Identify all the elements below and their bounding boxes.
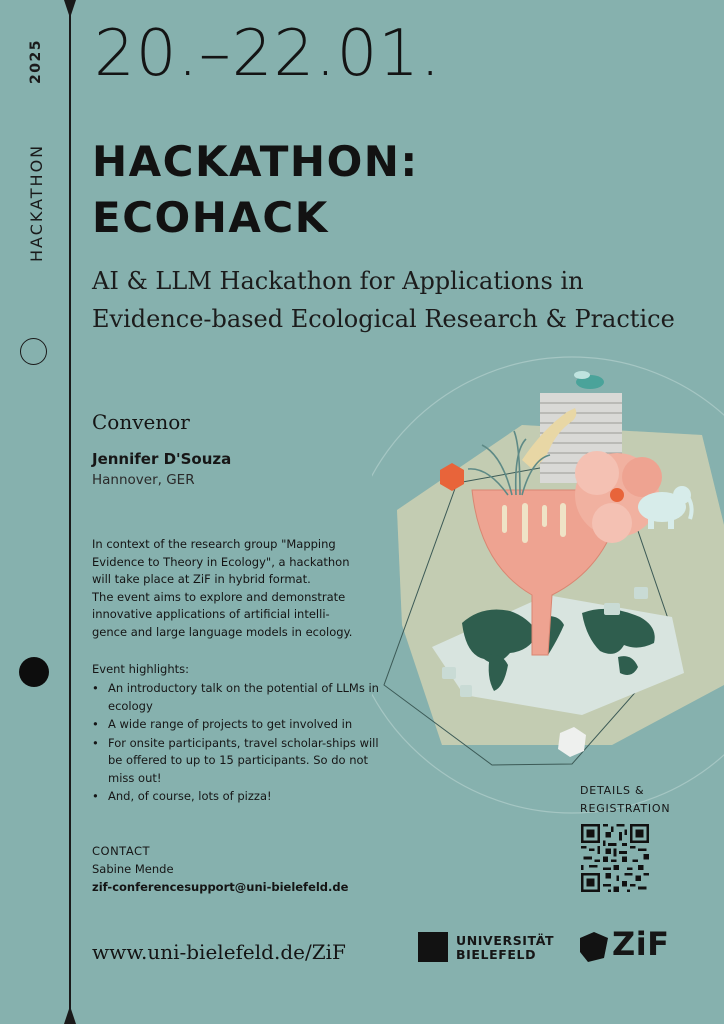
rail-top-marker (64, 0, 76, 18)
description-line: The event aims to explore and demonstrate (92, 589, 346, 604)
convenor-heading: Convenor (92, 410, 190, 434)
rail-title: HACKATHON (27, 143, 46, 262)
description-line: will take place at ZiF in hybrid format. (92, 572, 311, 586)
contact-email-link[interactable]: zif-conferencesupport@uni-bielefeld.de (92, 880, 349, 894)
highlights-list (92, 680, 382, 807)
title-line-2: ECOHACK (92, 193, 329, 242)
convenor-name: Jennifer D'Souza (92, 450, 232, 468)
contact-heading: CONTACT (92, 844, 151, 858)
uni-line-1: UNIVERSITÄT (456, 933, 555, 948)
title-line-1: HACKATHON: (92, 137, 419, 186)
list-item: • And, of course, lots of pizza! (92, 788, 382, 806)
details-line-2: REGISTRATION (580, 802, 671, 815)
list-item: • An introductory talk on the potential of LLMs in ecology (92, 680, 382, 715)
description-line: innovative applications of artificial intelli- (92, 607, 330, 621)
subtitle-line-2: Evidence-based Ecological Research & Practice (92, 305, 675, 333)
highlights-heading: Event highlights: (92, 662, 190, 676)
university-logo-text (456, 934, 554, 962)
page-title (92, 134, 419, 246)
details-line-1: DETAILS & (580, 784, 645, 797)
rail-line (69, 0, 71, 1024)
subtitle (92, 262, 712, 338)
ecology-collage-illustration (372, 355, 724, 825)
university-logo-square (418, 932, 448, 962)
list-item: • A wide range of projects to get involved in (92, 716, 382, 734)
zif-logo-text: ZiF (612, 925, 670, 963)
convenor-location: Hannover, GER (92, 472, 195, 488)
list-item: • For onsite participants, travel scholar-ships will be offered to up to 15 participants. So do not miss out! (92, 735, 382, 788)
description-line: gence and large language models in ecology. (92, 624, 353, 639)
zif-logo-icon (580, 932, 608, 962)
ring-marker (20, 338, 47, 365)
subtitle-line-1: AI & LLM Hackathon for Applications in (92, 267, 584, 295)
event-date: 20.–22.01. (94, 17, 442, 91)
qr-code[interactable] (581, 824, 649, 892)
website-link[interactable]: www.uni-bielefeld.de/ZiF (92, 940, 346, 964)
description-line: In context of the research group "Mapping (92, 537, 336, 551)
details-registration-label (580, 782, 690, 818)
contact-name: Sabine Mende (92, 862, 174, 876)
dot-marker (19, 657, 49, 687)
uni-line-2: BIELEFELD (456, 947, 537, 962)
description (92, 536, 382, 641)
rail-bottom-marker (64, 1006, 76, 1024)
rail-year: 2025 (28, 39, 44, 84)
description-line: Evidence to Theory in Ecology", a hackathon (92, 554, 350, 569)
